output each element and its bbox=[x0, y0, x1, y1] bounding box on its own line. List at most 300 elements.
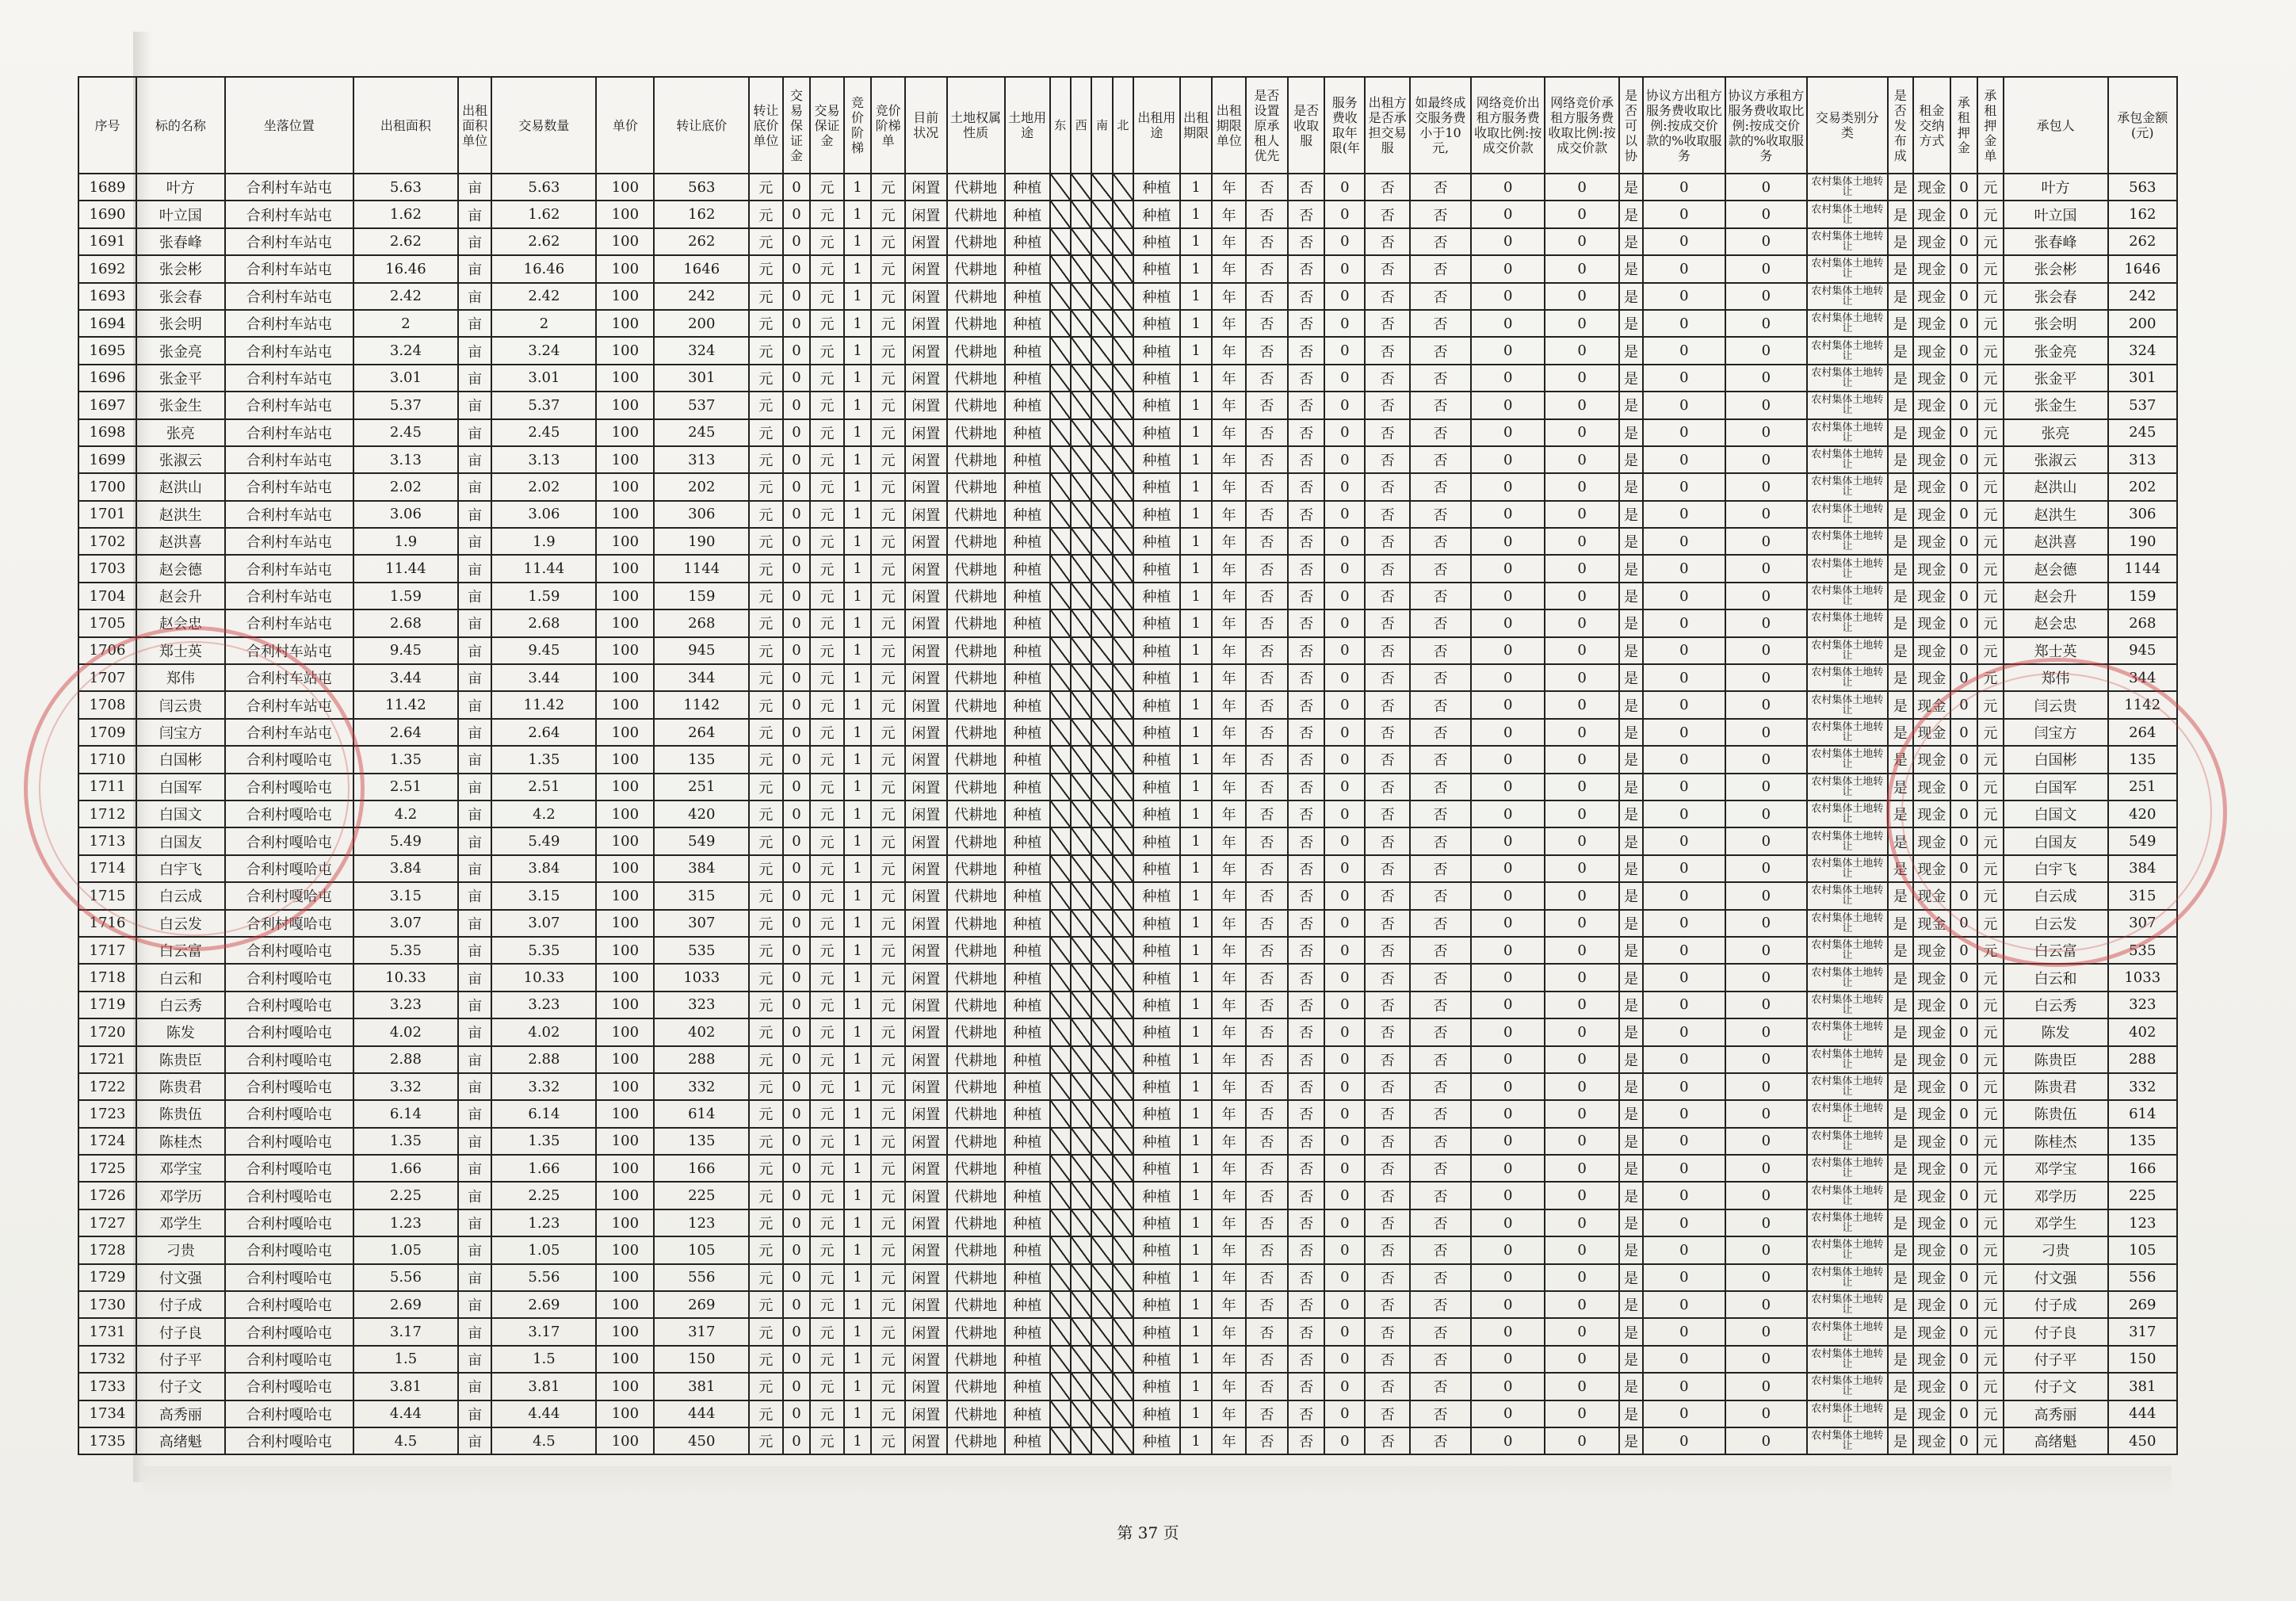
cell-east bbox=[1050, 691, 1071, 718]
cell-reserve-price: 537 bbox=[654, 392, 749, 418]
cell-service-fee: 否 bbox=[1288, 719, 1325, 746]
cell-priority: 否 bbox=[1246, 855, 1288, 882]
cell-area-unit: 亩 bbox=[458, 664, 492, 691]
column-header: 如最终成交服务费小于10元, bbox=[1410, 77, 1471, 174]
cell-reserve-price: 264 bbox=[654, 719, 749, 746]
cell-status: 闲置 bbox=[905, 1400, 947, 1427]
cell-priority: 否 bbox=[1246, 774, 1288, 800]
cell-north bbox=[1113, 392, 1133, 418]
cell-north bbox=[1113, 1291, 1133, 1318]
cell-agreement-lessor-rate: 0 bbox=[1643, 1128, 1725, 1155]
cell-lease-term: 1 bbox=[1180, 583, 1213, 609]
cell-payment: 现金 bbox=[1913, 310, 1950, 337]
cell-bid-step-unit: 元 bbox=[871, 1182, 905, 1209]
cell-area: 3.32 bbox=[353, 1073, 458, 1100]
cell-negotiable: 是 bbox=[1619, 609, 1643, 636]
cell-contract-amount: 1646 bbox=[2108, 255, 2177, 282]
cell-online-lessor-rate: 0 bbox=[1471, 174, 1545, 201]
cell-priority: 否 bbox=[1246, 1318, 1288, 1345]
cell-online-lessor-rate: 0 bbox=[1471, 528, 1545, 555]
column-header: 交易保证金 bbox=[810, 77, 844, 174]
cell-west bbox=[1071, 691, 1091, 718]
cell-quantity: 1.5 bbox=[491, 1346, 596, 1373]
cell-lease-use: 种植 bbox=[1133, 1236, 1180, 1263]
cell-status: 闲置 bbox=[905, 609, 947, 636]
cell-agreement-lessee-rate: 0 bbox=[1725, 555, 1807, 582]
cell-bid-step-unit: 元 bbox=[871, 1400, 905, 1427]
cell-land-type: 代耕地 bbox=[947, 310, 1005, 337]
cell-unit-price: 100 bbox=[596, 827, 654, 854]
cell-land-type: 代耕地 bbox=[947, 1046, 1005, 1073]
cell-lease-use: 种植 bbox=[1133, 337, 1180, 364]
cell-deposit: 0 bbox=[783, 1400, 810, 1427]
cell-east bbox=[1050, 1318, 1071, 1345]
cell-land-use: 种植 bbox=[1005, 855, 1050, 882]
cell-service-fee: 否 bbox=[1288, 1264, 1325, 1291]
cell-north bbox=[1113, 419, 1133, 446]
cell-north bbox=[1113, 255, 1133, 282]
cell-bid-step-unit: 元 bbox=[871, 1318, 905, 1345]
cell-land-type: 代耕地 bbox=[947, 882, 1005, 909]
cell-payment: 现金 bbox=[1913, 664, 1950, 691]
cell-lease-deposit-unit: 元 bbox=[1977, 827, 2003, 854]
cell-quantity: 5.49 bbox=[491, 827, 596, 854]
cell-area: 4.44 bbox=[353, 1400, 458, 1427]
cell-contractor: 叶立国 bbox=[2004, 201, 2108, 227]
cell-status: 闲置 bbox=[905, 1018, 947, 1045]
cell-deposit: 0 bbox=[783, 1046, 810, 1073]
cell-land-type: 代耕地 bbox=[947, 1400, 1005, 1427]
cell-reserve-unit: 元 bbox=[749, 555, 783, 582]
cell-east bbox=[1050, 446, 1071, 473]
cell-negotiable: 是 bbox=[1619, 583, 1643, 609]
cell-deposit-unit: 元 bbox=[810, 664, 844, 691]
cell-east bbox=[1050, 800, 1071, 827]
cell-lease-deposit-unit: 元 bbox=[1977, 1427, 2003, 1454]
cell-reserve-price: 245 bbox=[654, 419, 749, 446]
column-header: 出租期限 bbox=[1180, 77, 1213, 174]
cell-land-use: 种植 bbox=[1005, 1182, 1050, 1209]
cell-published: 是 bbox=[1888, 664, 1913, 691]
cell-category: 农村集体土地转让 bbox=[1807, 501, 1887, 528]
cell-lessor-pays: 否 bbox=[1365, 910, 1410, 937]
cell-land-use: 种植 bbox=[1005, 1427, 1050, 1454]
cell-agreement-lessor-rate: 0 bbox=[1643, 691, 1725, 718]
cell-lease-deposit: 0 bbox=[1950, 1291, 1977, 1318]
cell-status: 闲置 bbox=[905, 1128, 947, 1155]
cell-area: 5.35 bbox=[353, 937, 458, 964]
cell-online-lessee-rate: 0 bbox=[1545, 337, 1618, 364]
cell-location: 合利村车站屯 bbox=[225, 419, 353, 446]
cell-name: 白云成 bbox=[136, 882, 225, 909]
table-row bbox=[78, 1318, 2177, 1345]
cell-unit-price: 100 bbox=[596, 419, 654, 446]
cell-lease-term: 1 bbox=[1180, 774, 1213, 800]
cell-unit-price: 100 bbox=[596, 1318, 654, 1345]
cell-payment: 现金 bbox=[1913, 473, 1950, 500]
cell-lease-term: 1 bbox=[1180, 446, 1213, 473]
cell-status: 闲置 bbox=[905, 283, 947, 310]
cell-south bbox=[1091, 392, 1112, 418]
cell-agreement-lessor-rate: 0 bbox=[1643, 528, 1725, 555]
cell-quantity: 1.59 bbox=[491, 583, 596, 609]
cell-fee-years: 0 bbox=[1324, 910, 1365, 937]
cell-reserve-price: 313 bbox=[654, 446, 749, 473]
cell-area-unit: 亩 bbox=[458, 1073, 492, 1100]
cell-location: 合利村车站屯 bbox=[225, 310, 353, 337]
cell-lease-use: 种植 bbox=[1133, 419, 1180, 446]
cell-south bbox=[1091, 800, 1112, 827]
cell-north bbox=[1113, 174, 1133, 201]
cell-payment: 现金 bbox=[1913, 1046, 1950, 1073]
cell-unit-price: 100 bbox=[596, 855, 654, 882]
cell-lessor-pays: 否 bbox=[1365, 609, 1410, 636]
cell-agreement-lessee-rate: 0 bbox=[1725, 473, 1807, 500]
cell-bid-step-unit: 元 bbox=[871, 691, 905, 718]
cell-deposit: 0 bbox=[783, 1427, 810, 1454]
cell-online-lessee-rate: 0 bbox=[1545, 882, 1618, 909]
cell-lease-deposit: 0 bbox=[1950, 937, 1977, 964]
cell-online-lessee-rate: 0 bbox=[1545, 664, 1618, 691]
cell-south bbox=[1091, 1073, 1112, 1100]
cell-contract-amount: 306 bbox=[2108, 501, 2177, 528]
cell-bid-step-unit: 元 bbox=[871, 501, 905, 528]
cell-fee-years: 0 bbox=[1324, 827, 1365, 854]
cell-bid-step: 1 bbox=[844, 609, 871, 636]
cell-bid-step-unit: 元 bbox=[871, 337, 905, 364]
cell-lease-use: 种植 bbox=[1133, 1373, 1180, 1400]
cell-deposit-unit: 元 bbox=[810, 800, 844, 827]
column-header: 出租用途 bbox=[1133, 77, 1180, 174]
cell-bid-step-unit: 元 bbox=[871, 228, 905, 255]
cell-agreement-lessee-rate: 0 bbox=[1725, 855, 1807, 882]
cell-category: 农村集体土地转让 bbox=[1807, 283, 1887, 310]
cell-south bbox=[1091, 446, 1112, 473]
cell-deposit-unit: 元 bbox=[810, 419, 844, 446]
cell-online-lessor-rate: 0 bbox=[1471, 1264, 1545, 1291]
cell-serial: 1698 bbox=[78, 419, 136, 446]
table-row bbox=[78, 1400, 2177, 1427]
cell-fee-years: 0 bbox=[1324, 201, 1365, 227]
cell-deposit: 0 bbox=[783, 446, 810, 473]
cell-land-type: 代耕地 bbox=[947, 1291, 1005, 1318]
cell-bid-step: 1 bbox=[844, 501, 871, 528]
cell-contract-amount: 301 bbox=[2108, 365, 2177, 392]
cell-lease-term: 1 bbox=[1180, 1128, 1213, 1155]
table-row bbox=[78, 337, 2177, 364]
cell-serial: 1714 bbox=[78, 855, 136, 882]
cell-west bbox=[1071, 1018, 1091, 1045]
cell-unit-price: 100 bbox=[596, 337, 654, 364]
cell-west bbox=[1071, 1073, 1091, 1100]
cell-lease-use: 种植 bbox=[1133, 255, 1180, 282]
cell-north bbox=[1113, 1400, 1133, 1427]
cell-bid-step-unit: 元 bbox=[871, 746, 905, 773]
cell-payment: 现金 bbox=[1913, 1264, 1950, 1291]
cell-lease-term: 1 bbox=[1180, 310, 1213, 337]
cell-status: 闲置 bbox=[905, 882, 947, 909]
cell-quantity: 1.62 bbox=[491, 201, 596, 227]
cell-negotiable: 是 bbox=[1619, 501, 1643, 528]
cell-north bbox=[1113, 664, 1133, 691]
cell-north bbox=[1113, 992, 1133, 1018]
column-header: 序号 bbox=[78, 77, 136, 174]
cell-fee-years: 0 bbox=[1324, 746, 1365, 773]
cell-contract-amount: 245 bbox=[2108, 419, 2177, 446]
cell-published: 是 bbox=[1888, 1427, 1913, 1454]
cell-priority: 否 bbox=[1246, 937, 1288, 964]
cell-deposit: 0 bbox=[783, 283, 810, 310]
cell-lease-deposit-unit: 元 bbox=[1977, 1209, 2003, 1236]
cell-payment: 现金 bbox=[1913, 337, 1950, 364]
cell-south bbox=[1091, 255, 1112, 282]
cell-deposit-unit: 元 bbox=[810, 1400, 844, 1427]
cell-online-lessee-rate: 0 bbox=[1545, 310, 1618, 337]
cell-area-unit: 亩 bbox=[458, 337, 492, 364]
cell-location: 合利村嘎哈屯 bbox=[225, 1046, 353, 1073]
cell-lease-use: 种植 bbox=[1133, 827, 1180, 854]
cell-priority: 否 bbox=[1246, 1400, 1288, 1427]
cell-published: 是 bbox=[1888, 555, 1913, 582]
cell-lease-use: 种植 bbox=[1133, 1346, 1180, 1373]
cell-serial: 1717 bbox=[78, 937, 136, 964]
cell-online-lessor-rate: 0 bbox=[1471, 473, 1545, 500]
cell-land-type: 代耕地 bbox=[947, 392, 1005, 418]
cell-bid-step: 1 bbox=[844, 473, 871, 500]
cell-area-unit: 亩 bbox=[458, 800, 492, 827]
cell-south bbox=[1091, 583, 1112, 609]
cell-category: 农村集体土地转让 bbox=[1807, 1373, 1887, 1400]
cell-payment: 现金 bbox=[1913, 746, 1950, 773]
table-row bbox=[78, 1128, 2177, 1155]
cell-east bbox=[1050, 882, 1071, 909]
cell-reserve-price: 105 bbox=[654, 1236, 749, 1263]
cell-land-use: 种植 bbox=[1005, 255, 1050, 282]
cell-term-unit: 年 bbox=[1212, 910, 1246, 937]
cell-name: 张春峰 bbox=[136, 228, 225, 255]
cell-reserve-unit: 元 bbox=[749, 800, 783, 827]
cell-lease-deposit: 0 bbox=[1950, 555, 1977, 582]
cell-bid-step: 1 bbox=[844, 337, 871, 364]
cell-quantity: 3.44 bbox=[491, 664, 596, 691]
cell-deposit-unit: 元 bbox=[810, 992, 844, 1018]
cell-lessor-pays: 否 bbox=[1365, 664, 1410, 691]
cell-deposit-unit: 元 bbox=[810, 827, 844, 854]
cell-west bbox=[1071, 310, 1091, 337]
cell-location: 合利村嘎哈屯 bbox=[225, 1073, 353, 1100]
cell-status: 闲置 bbox=[905, 255, 947, 282]
cell-land-use: 种植 bbox=[1005, 365, 1050, 392]
cell-bid-step-unit: 元 bbox=[871, 855, 905, 882]
cell-online-lessee-rate: 0 bbox=[1545, 283, 1618, 310]
cell-area-unit: 亩 bbox=[458, 473, 492, 500]
cell-min-fee: 否 bbox=[1410, 1318, 1471, 1345]
cell-bid-step: 1 bbox=[844, 1073, 871, 1100]
cell-payment: 现金 bbox=[1913, 1291, 1950, 1318]
cell-north bbox=[1113, 774, 1133, 800]
cell-land-type: 代耕地 bbox=[947, 1209, 1005, 1236]
cell-reserve-price: 200 bbox=[654, 310, 749, 337]
cell-south bbox=[1091, 746, 1112, 773]
cell-reserve-unit: 元 bbox=[749, 719, 783, 746]
cell-published: 是 bbox=[1888, 910, 1913, 937]
cell-service-fee: 否 bbox=[1288, 691, 1325, 718]
cell-contractor: 郑伟 bbox=[2004, 664, 2108, 691]
cell-term-unit: 年 bbox=[1212, 827, 1246, 854]
cell-north bbox=[1113, 1209, 1133, 1236]
cell-online-lessee-rate: 0 bbox=[1545, 746, 1618, 773]
cell-south bbox=[1091, 1400, 1112, 1427]
cell-published: 是 bbox=[1888, 882, 1913, 909]
cell-lease-use: 种植 bbox=[1133, 746, 1180, 773]
cell-published: 是 bbox=[1888, 800, 1913, 827]
cell-south bbox=[1091, 1373, 1112, 1400]
cell-reserve-price: 315 bbox=[654, 882, 749, 909]
cell-priority: 否 bbox=[1246, 583, 1288, 609]
cell-name: 白云富 bbox=[136, 937, 225, 964]
cell-bid-step: 1 bbox=[844, 310, 871, 337]
cell-location: 合利村车站屯 bbox=[225, 473, 353, 500]
cell-contractor: 白国彬 bbox=[2004, 746, 2108, 773]
cell-serial: 1704 bbox=[78, 583, 136, 609]
cell-fee-years: 0 bbox=[1324, 228, 1365, 255]
cell-term-unit: 年 bbox=[1212, 1400, 1246, 1427]
cell-negotiable: 是 bbox=[1619, 1346, 1643, 1373]
cell-negotiable: 是 bbox=[1619, 1182, 1643, 1209]
cell-north bbox=[1113, 1373, 1133, 1400]
cell-min-fee: 否 bbox=[1410, 446, 1471, 473]
cell-min-fee: 否 bbox=[1410, 855, 1471, 882]
cell-lease-deposit-unit: 元 bbox=[1977, 1346, 2003, 1373]
cell-bid-step-unit: 元 bbox=[871, 583, 905, 609]
cell-lease-term: 1 bbox=[1180, 1073, 1213, 1100]
cell-service-fee: 否 bbox=[1288, 255, 1325, 282]
cell-fee-years: 0 bbox=[1324, 1291, 1365, 1318]
cell-bid-step: 1 bbox=[844, 691, 871, 718]
cell-min-fee: 否 bbox=[1410, 992, 1471, 1018]
cell-area-unit: 亩 bbox=[458, 283, 492, 310]
cell-lease-deposit: 0 bbox=[1950, 691, 1977, 718]
cell-location: 合利村嘎哈屯 bbox=[225, 1427, 353, 1454]
cell-contractor: 张淑云 bbox=[2004, 446, 2108, 473]
cell-lease-deposit-unit: 元 bbox=[1977, 609, 2003, 636]
cell-north bbox=[1113, 1128, 1133, 1155]
cell-lessor-pays: 否 bbox=[1365, 310, 1410, 337]
cell-land-type: 代耕地 bbox=[947, 1264, 1005, 1291]
cell-serial: 1708 bbox=[78, 691, 136, 718]
cell-quantity: 1.23 bbox=[491, 1209, 596, 1236]
cell-west bbox=[1071, 1046, 1091, 1073]
cell-status: 闲置 bbox=[905, 719, 947, 746]
cell-deposit-unit: 元 bbox=[810, 637, 844, 664]
cell-deposit-unit: 元 bbox=[810, 1236, 844, 1263]
cell-land-use: 种植 bbox=[1005, 473, 1050, 500]
cell-agreement-lessee-rate: 0 bbox=[1725, 283, 1807, 310]
cell-online-lessee-rate: 0 bbox=[1545, 419, 1618, 446]
cell-location: 合利村车站屯 bbox=[225, 609, 353, 636]
cell-negotiable: 是 bbox=[1619, 392, 1643, 418]
cell-area: 3.06 bbox=[353, 501, 458, 528]
cell-term-unit: 年 bbox=[1212, 1264, 1246, 1291]
table-row bbox=[78, 473, 2177, 500]
cell-online-lessor-rate: 0 bbox=[1471, 1346, 1545, 1373]
cell-south bbox=[1091, 1264, 1112, 1291]
cell-bid-step-unit: 元 bbox=[871, 1427, 905, 1454]
cell-online-lessor-rate: 0 bbox=[1471, 937, 1545, 964]
cell-reserve-price: 556 bbox=[654, 1264, 749, 1291]
cell-agreement-lessee-rate: 0 bbox=[1725, 1100, 1807, 1127]
cell-agreement-lessor-rate: 0 bbox=[1643, 310, 1725, 337]
cell-service-fee: 否 bbox=[1288, 473, 1325, 500]
cell-lease-term: 1 bbox=[1180, 174, 1213, 201]
cell-service-fee: 否 bbox=[1288, 664, 1325, 691]
cell-bid-step: 1 bbox=[844, 637, 871, 664]
cell-unit-price: 100 bbox=[596, 1400, 654, 1427]
cell-serial: 1712 bbox=[78, 800, 136, 827]
cell-published: 是 bbox=[1888, 583, 1913, 609]
cell-name: 张会明 bbox=[136, 310, 225, 337]
cell-location: 合利村车站屯 bbox=[225, 719, 353, 746]
cell-north bbox=[1113, 1318, 1133, 1345]
cell-deposit-unit: 元 bbox=[810, 255, 844, 282]
cell-agreement-lessee-rate: 0 bbox=[1725, 937, 1807, 964]
cell-agreement-lessor-rate: 0 bbox=[1643, 1400, 1725, 1427]
cell-west bbox=[1071, 201, 1091, 227]
cell-north bbox=[1113, 719, 1133, 746]
cell-land-type: 代耕地 bbox=[947, 283, 1005, 310]
cell-land-type: 代耕地 bbox=[947, 528, 1005, 555]
cell-min-fee: 否 bbox=[1410, 637, 1471, 664]
cell-contractor: 闫云贵 bbox=[2004, 691, 2108, 718]
cell-south bbox=[1091, 365, 1112, 392]
cell-agreement-lessee-rate: 0 bbox=[1725, 392, 1807, 418]
cell-lease-deposit-unit: 元 bbox=[1977, 800, 2003, 827]
column-header: 承包人 bbox=[2004, 77, 2108, 174]
cell-category: 农村集体土地转让 bbox=[1807, 473, 1887, 500]
cell-name: 赵会德 bbox=[136, 555, 225, 582]
cell-lease-use: 种植 bbox=[1133, 1400, 1180, 1427]
cell-north bbox=[1113, 910, 1133, 937]
cell-fee-years: 0 bbox=[1324, 555, 1365, 582]
cell-south bbox=[1091, 1018, 1112, 1045]
table-row bbox=[78, 528, 2177, 555]
cell-bid-step: 1 bbox=[844, 910, 871, 937]
cell-lease-deposit: 0 bbox=[1950, 228, 1977, 255]
cell-agreement-lessor-rate: 0 bbox=[1643, 392, 1725, 418]
cell-contract-amount: 556 bbox=[2108, 1264, 2177, 1291]
cell-area-unit: 亩 bbox=[458, 419, 492, 446]
table-row bbox=[78, 201, 2177, 227]
cell-east bbox=[1050, 910, 1071, 937]
cell-area: 3.15 bbox=[353, 882, 458, 909]
cell-fee-years: 0 bbox=[1324, 1018, 1365, 1045]
cell-agreement-lessee-rate: 0 bbox=[1725, 800, 1807, 827]
cell-min-fee: 否 bbox=[1410, 419, 1471, 446]
cell-area: 9.45 bbox=[353, 637, 458, 664]
cell-lease-deposit-unit: 元 bbox=[1977, 392, 2003, 418]
cell-category: 农村集体土地转让 bbox=[1807, 1155, 1887, 1182]
cell-agreement-lessor-rate: 0 bbox=[1643, 1373, 1725, 1400]
cell-west bbox=[1071, 855, 1091, 882]
cell-negotiable: 是 bbox=[1619, 1427, 1643, 1454]
cell-negotiable: 是 bbox=[1619, 1264, 1643, 1291]
cell-payment: 现金 bbox=[1913, 174, 1950, 201]
cell-serial: 1726 bbox=[78, 1182, 136, 1209]
cell-lease-deposit-unit: 元 bbox=[1977, 855, 2003, 882]
cell-east bbox=[1050, 337, 1071, 364]
cell-status: 闲置 bbox=[905, 746, 947, 773]
cell-payment: 现金 bbox=[1913, 882, 1950, 909]
